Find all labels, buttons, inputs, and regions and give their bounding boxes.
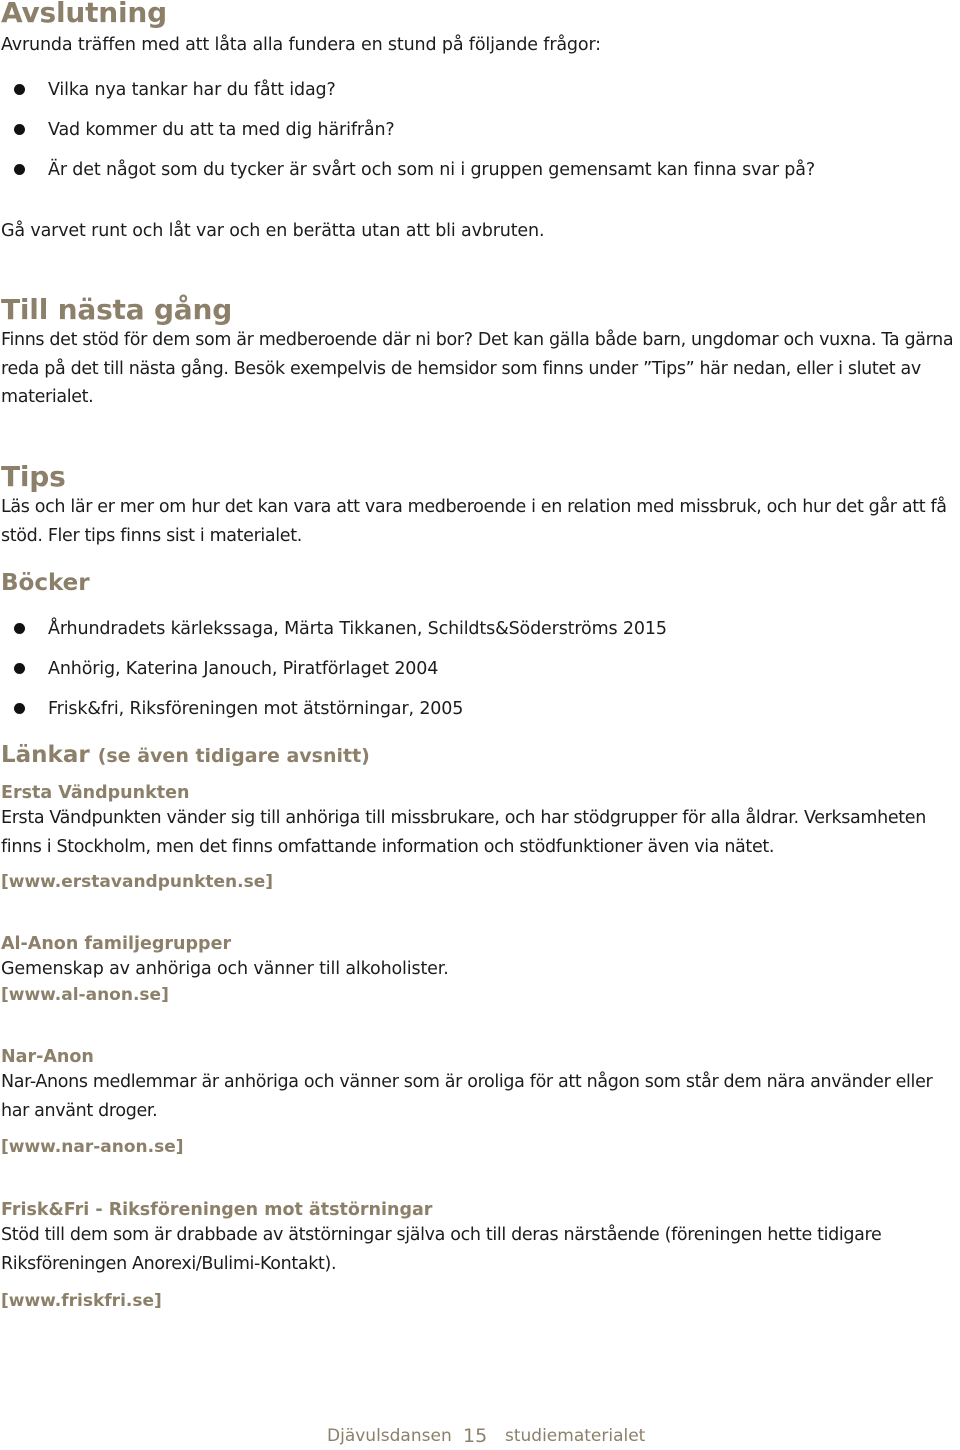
list-item: Är det något som du tycker är svårt och som ni i gruppen gemensamt kan finna svar på? [0, 156, 815, 196]
bullet-icon [14, 124, 25, 135]
link-entry-url[interactable]: [www.erstavandpunkten.se] [1, 872, 274, 892]
avslutning-intro: Avrunda träffen med att låta alla fundera en stund på följande frågor: [1, 35, 601, 55]
link-entry-text: Nar-Anons medlemmar är anhöriga och vänner som är oroliga för att någon som står dem nära använder eller har använt droger. [1, 1072, 933, 1121]
list-item: Anhörig, Katerina Janouch, Piratförlaget 2004 [0, 655, 667, 695]
link-entry-text: Ersta Vändpunkten vänder sig till anhöriga till missbrukare, och har stödgrupper för alla åldrar. Verksamheten finns i Stockholm, men det finns omfattande information och stödfunktioner även via nätet. [1, 808, 926, 857]
list-item: Århundradets kärlekssaga, Märta Tikkanen, Schildts&Söderströms 2015 [0, 615, 667, 655]
link-entry-url[interactable]: [www.friskfri.se] [1, 1291, 162, 1311]
link-entry-text: Stöd till dem som är drabbade av ätstörningar själva och till deras närstående (föreningen hette tidigare Riksföreningen Anorexi/Bulimi-Kontakt). [1, 1225, 882, 1274]
link-entry-title: Frisk&Fri - Riksföreningen mot ätstörningar [1, 1200, 433, 1220]
bullet-icon [14, 164, 25, 175]
heading-lankar-title: Länkar [1, 742, 90, 768]
link-entry-title: Ersta Vändpunkten [1, 783, 190, 803]
heading-lankar-sub: (se även tidigare avsnitt) [97, 745, 370, 767]
heading-tips: Tips [1, 460, 66, 493]
book-list [0, 615, 667, 735]
footer-label: studiematerialet [505, 1426, 646, 1446]
link-entry-url[interactable]: [www.al-anon.se] [1, 985, 169, 1005]
page-footer [0, 1423, 960, 1449]
link-entry-title: Al-Anon familjegrupper [1, 934, 232, 954]
list-item: Vilka nya tankar har du fått idag? [0, 76, 815, 116]
tips-text: Läs och lär er mer om hur det kan vara att vara medberoende i en relation med missbruk, och hur det går att få stöd. Fler tips finns sist i materialet. [1, 497, 947, 546]
footer-title: Djävulsdansen [327, 1426, 452, 1446]
heading-till-nasta-gang: Till nästa gång [1, 293, 233, 326]
bullet-icon [14, 84, 25, 95]
heading-avslutning: Avslutning [1, 0, 168, 29]
list-item: Vad kommer du att ta med dig härifrån? [0, 116, 815, 156]
link-entry-text: Gemenskap av anhöriga och vänner till alkoholister. [1, 959, 449, 979]
bullet-icon [14, 663, 25, 674]
heading-lankar [1, 741, 370, 770]
heading-bocker: Böcker [1, 570, 90, 596]
list-item: Frisk&fri, Riksföreningen mot ätstörningar, 2005 [0, 695, 667, 735]
till-nasta-gang-text: Finns det stöd för dem som är medberoende där ni bor? Det kan gälla både barn, ungdomar och vuxna. Ta gärna reda på det till nästa gång. Besök exempelvis de hemsidor som finns under ”Tips” här nedan, eller i slutet av materialet. [1, 330, 954, 407]
page-number: 15 [463, 1425, 488, 1447]
bullet-icon [14, 623, 25, 634]
avslutning-outro: Gå varvet runt och låt var och en berätta utan att bli avbruten. [1, 221, 545, 241]
bullet-icon [14, 703, 25, 714]
link-entry-url[interactable]: [www.nar-anon.se] [1, 1137, 184, 1157]
avslutning-question-list [0, 76, 815, 196]
link-entry-title: Nar-Anon [1, 1047, 94, 1067]
